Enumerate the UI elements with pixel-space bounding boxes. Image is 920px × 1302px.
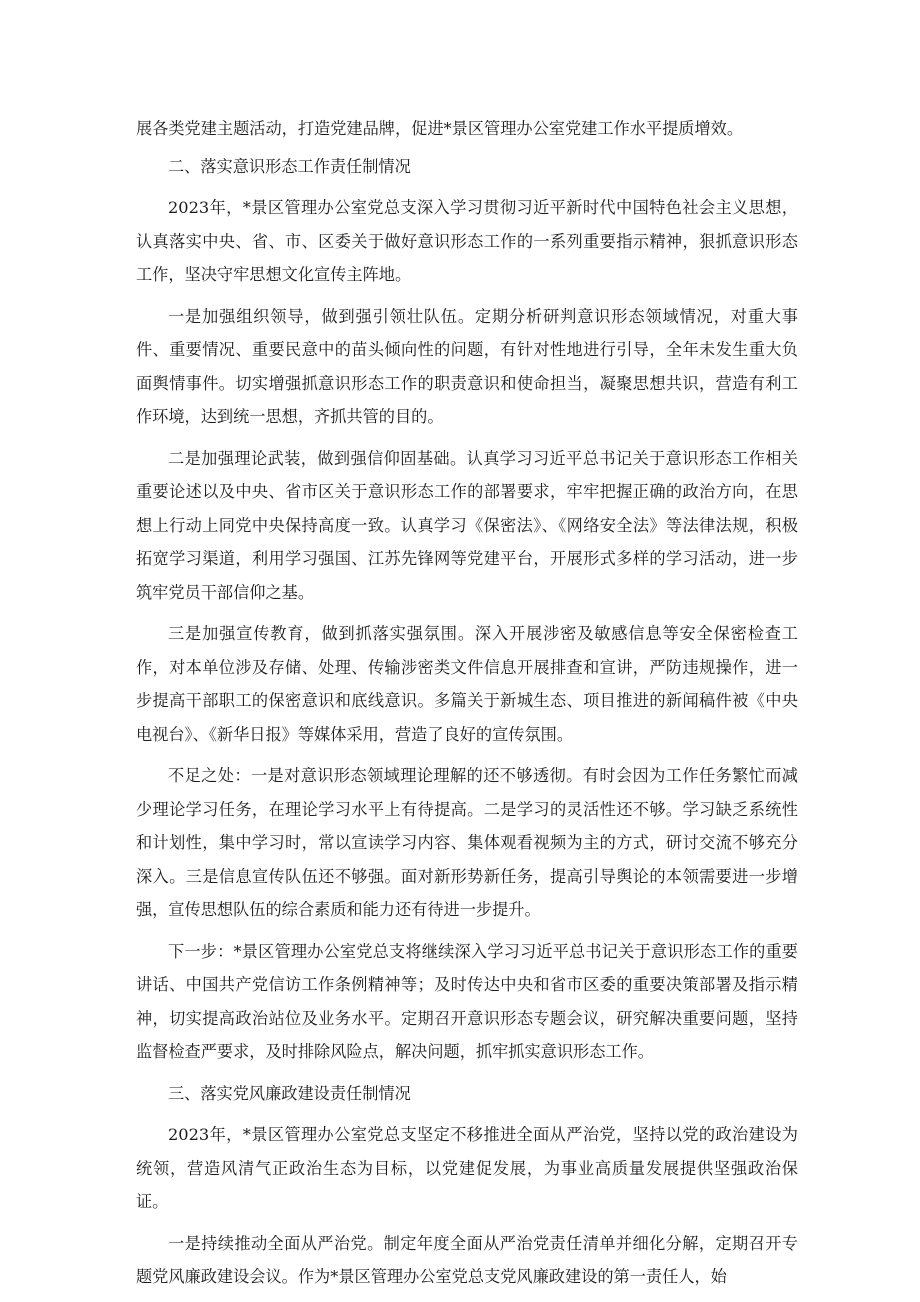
paragraph-integrity-intro: 2023年，*景区管理办公室党总支坚定不移推进全面从严治党，坚持以党的政治建设为统领，营造风清气正政治生态为目标，以党建促发展，为事业高质量发展提供坚强政治保证。 bbox=[136, 1125, 798, 1211]
paragraph-continuation: 展各类党建主题活动，打造党建品牌，促进*景区管理办公室党建工作水平提质增效。 bbox=[136, 119, 744, 138]
paragraph-organization-leadership: 一是加强组织领导，做到强引领壮队伍。定期分析研判意识形态领域情况，对重大事件、重要情况、重要民意中的苗头倾向性的问题，有针对性地进行引导，全年未发生重大负面舆情事件。切实增强抓意识形态工作的职责意识和使命担当，凝聚思想共识，营造有利工作环境，达到统一思想，齐抓共管的目的。 bbox=[136, 306, 798, 426]
paragraph-publicity-education: 三是加强宣传教育，做到抓落实强氛围。深入开展涉密及敏感信息等安全保密检查工作，对本单位涉及存储、处理、传输涉密类文件信息开展排查和宣讲，严防违规操作，进一步提高干部职工的保密意识和底线意识。多篇关于新城生态、项目推进的新闻稿件被《中央电视台》、《新华日报》等媒体采用，营造了良好的宣传氛围。 bbox=[136, 624, 798, 744]
paragraph-strict-governance: 一是持续推动全面从严治党。制定年度全面从严治党责任清单并细化分解，定期召开专题党风廉政建设会议。作为*景区管理办公室党总支党风廉政建设的第一责任人，始 bbox=[136, 1233, 798, 1286]
paragraph-next-steps: 下一步：*景区管理办公室党总支将继续深入学习习近平总书记关于意识形态工作的重要讲话、中国共产党信访工作条例精神等；及时传达中央和省市区委的重要决策部署及指示精神，切实提高政治站位及业务水平。定期召开意识形态专题会议，研究解决重要问题，坚持监督检查严要求，及时排除风险点，解决问题，抓牢抓实意识形态工作。 bbox=[136, 941, 798, 1061]
section-heading-ideology: 二、落实意识形态工作责任制情况 bbox=[168, 156, 411, 176]
section-heading-integrity: 三、落实党风廉政建设责任制情况 bbox=[168, 1083, 411, 1103]
paragraph-theory-study: 二是加强理论武装，做到强信仰固基础。认真学习习近平总书记关于意识形态工作相关重要论述以及中央、省市区关于意识形态工作的部署要求，牢牢把握正确的政治方向，在思想上行动上同党中央保持高度一致。认真学习《保密法》、《网络安全法》等法律法规，积极拓宽学习渠道，利用学习强国、江苏先锋网等党建平台，开展形式多样的学习活动，进一步筑牢党员干部信仰之基。 bbox=[136, 448, 798, 602]
paragraph-shortcomings: 不足之处：一是对意识形态领域理论理解的还不够透彻。有时会因为工作任务繁忙而减少理论学习任务，在理论学习水平上有待提高。二是学习的灵活性还不够。学习缺乏系统性和计划性，集中学习时，常以宣读学习内容、集体观看视频为主的方式，研讨交流不够充分深入。三是信息宣传队伍还不够强。面对新形势新任务，提高引导舆论的本领需要进一步增强，宣传思想队伍的综合素质和能力还有待进一步提升。 bbox=[136, 766, 798, 919]
document-page bbox=[136, 112, 798, 1302]
paragraph-ideology-intro: 2023年，*景区管理办公室党总支深入学习贯彻习近平新时代中国特色社会主义思想，认真落实中央、省、市、区委关于做好意识形态工作的一系列重要指示精神，狠抓意识形态工作，坚决守牢思想文化宣传主阵地。 bbox=[136, 198, 798, 284]
